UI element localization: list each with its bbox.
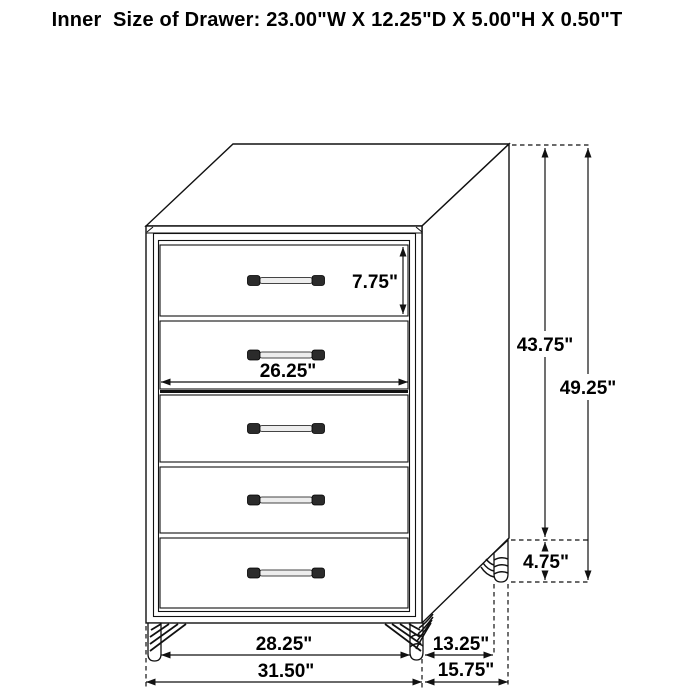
drawer-handle-bar xyxy=(260,426,313,432)
drawer-handle-bar xyxy=(260,278,313,284)
handle-end-cap-left xyxy=(248,495,261,505)
dim-label-overall-width: 31.50" xyxy=(257,661,315,682)
handle-end-cap-left xyxy=(248,276,261,286)
diagram-title: Inner Size of Drawer: 23.00"W X 12.25"D X 5.00"H X 0.50"T xyxy=(51,9,623,31)
handle-end-cap-left xyxy=(248,424,261,434)
handle-end-cap-left xyxy=(248,350,261,360)
chest-body xyxy=(146,144,509,623)
handle-end-cap-right xyxy=(312,276,325,286)
handle-end-cap-right xyxy=(312,495,325,505)
handle-end-cap-right xyxy=(312,568,325,578)
dim-label-drawer-width: 26.25" xyxy=(259,361,317,382)
handle-end-cap-right xyxy=(312,350,325,360)
dim-label-front-leg-span: 28.25" xyxy=(255,634,313,655)
handle-end-cap-left xyxy=(248,568,261,578)
drawer-handle-bar xyxy=(260,570,313,576)
dim-label-drawer-height: 7.75" xyxy=(352,272,398,293)
handle-end-cap-right xyxy=(312,424,325,434)
dim-label-body-height: 43.75" xyxy=(516,335,574,356)
drawer-handle-bar xyxy=(260,497,313,503)
drawer-handle-bar xyxy=(260,352,313,358)
dim-label-leg-height: 4.75" xyxy=(523,552,569,573)
dim-label-side-leg-span: 13.25" xyxy=(432,634,490,655)
dim-label-overall-depth: 15.75" xyxy=(437,660,495,681)
dim-label-total-height: 49.25" xyxy=(559,378,617,399)
